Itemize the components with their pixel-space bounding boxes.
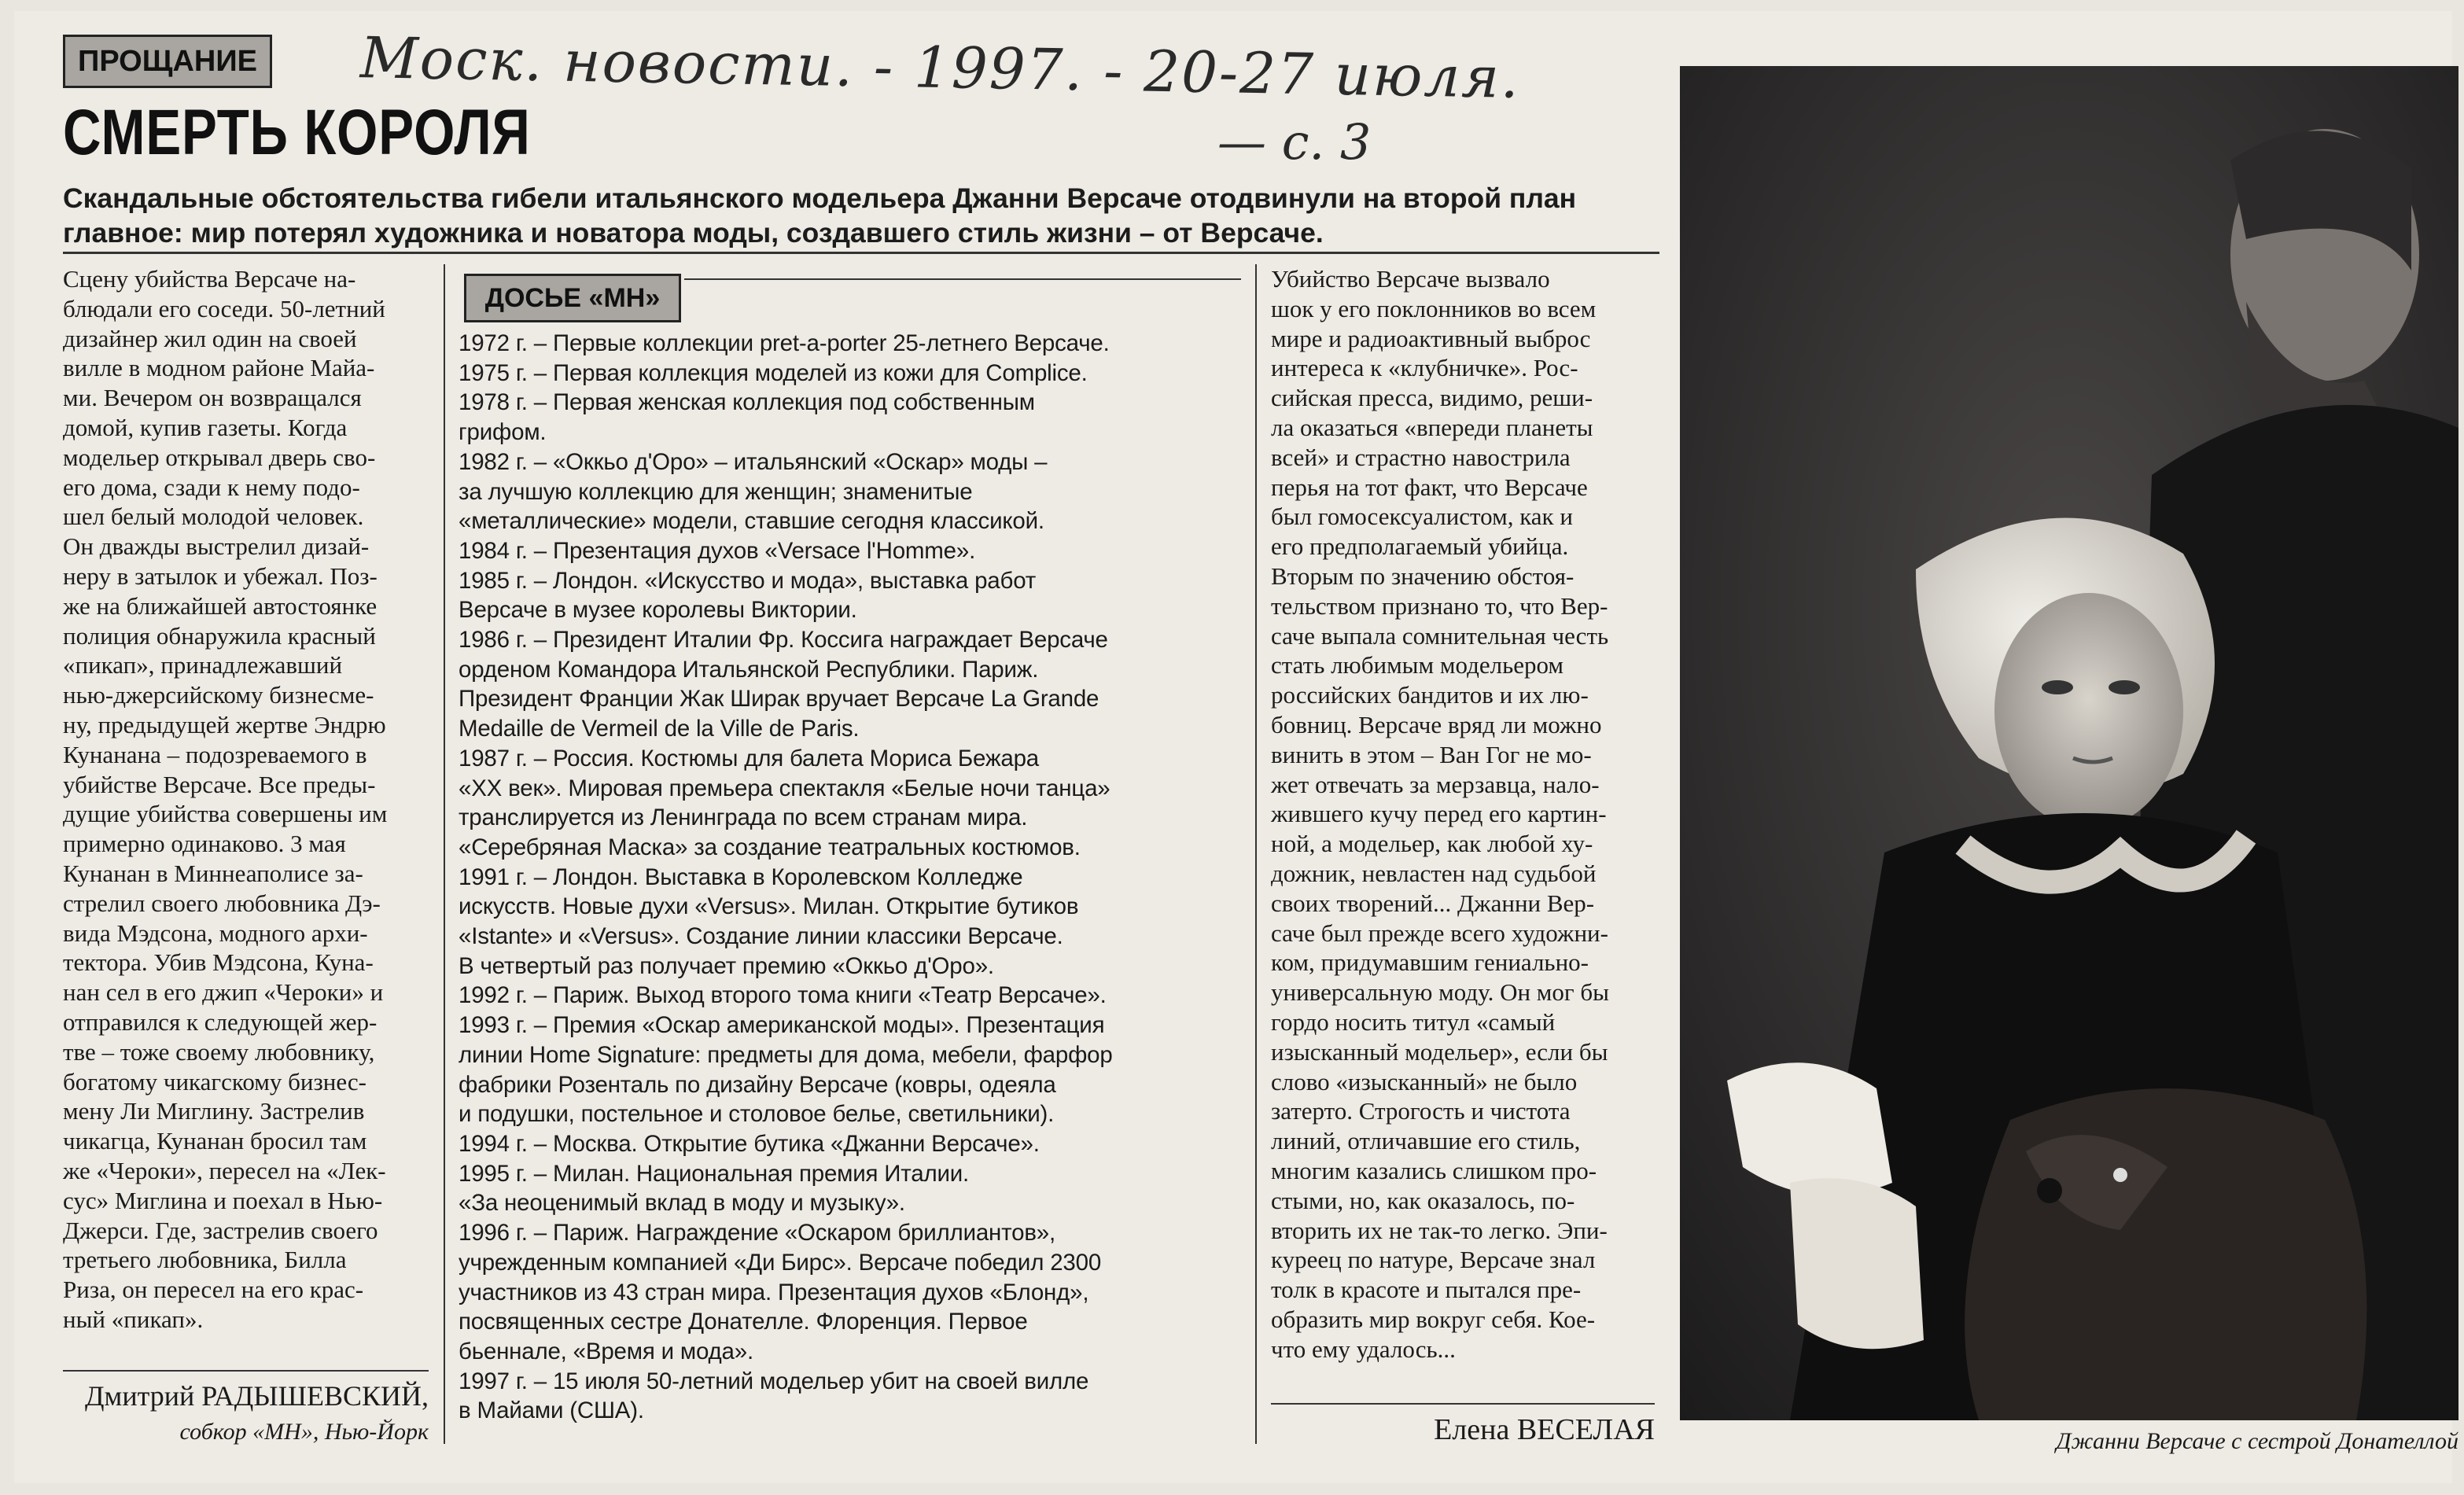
text-line: бьеннале, «Время и мода». xyxy=(459,1338,753,1364)
text-line: «Istante» и «Versus». Создание линии классики Версаче. xyxy=(459,923,1063,950)
text-line: ной, а модельер, как любой ху- xyxy=(1271,830,1593,858)
text-line: посвященных сестре Донателле. Флоренция. Первое xyxy=(459,1309,1028,1335)
text-line: Версаче в музее королевы Виктории. xyxy=(459,597,857,624)
text-line: линии Home Signature: предметы для дома, мебели, фарфор xyxy=(459,1041,1113,1068)
text-line: многим казались слишком про- xyxy=(1271,1156,1597,1184)
text-line: отправился к следующей жер- xyxy=(63,1007,378,1036)
text-line: шел белый молодой человек. xyxy=(63,503,364,531)
text-line: Президент Франции Жак Ширак вручает Версаче La Grande xyxy=(459,686,1099,713)
text-line: своих творений... Джанни Вер- xyxy=(1271,889,1595,917)
byline-rule-left xyxy=(63,1370,429,1372)
article-column-right xyxy=(1271,264,1655,1364)
photo-illustration xyxy=(1680,66,2458,1420)
text-line: вида Мэдсона, модного архи- xyxy=(63,919,368,947)
headline: СМЕРТЬ КОРОЛЯ xyxy=(63,97,531,168)
text-line: в Майами (США). xyxy=(459,1397,644,1424)
text-line: жившего кучу перед его картин- xyxy=(1271,800,1607,828)
text-line: стать любимым модельером xyxy=(1271,651,1564,679)
text-line: 1996 г. – Париж. Награждение «Оскаром бриллиантов», xyxy=(459,1220,1056,1246)
text-line: 1982 г. – «Оккьо д'Оро» – итальянский «Оскар» моды – xyxy=(459,448,1048,475)
text-line: нью-джерсийскому бизнесме- xyxy=(63,681,374,709)
text-line: Вторым по значению обстоя- xyxy=(1271,562,1575,590)
text-line: тектора. Убив Мэдсона, Куна- xyxy=(63,948,374,977)
text-line: убийстве Версаче. Все преды- xyxy=(63,770,376,798)
text-line: саче выпала сомнительная честь xyxy=(1271,621,1609,650)
byline-position-left: собкор «МН», Нью-Йорк xyxy=(179,1419,429,1445)
text-line: 1994 г. – Москва. Открытие бутика «Джанни Версаче». xyxy=(459,1130,1040,1157)
text-line: 1975 г. – Первая коллекция моделей из кожи для Complice. xyxy=(459,359,1088,386)
text-line: «металлические» модели, ставшие сегодня классикой. xyxy=(459,508,1044,535)
text-line: вилле в модном районе Майа- xyxy=(63,354,375,382)
text-line: 1972 г. – Первые коллекции pret-a-porter 25-летнего Версаче. xyxy=(459,330,1110,356)
text-line: нан сел в его джип «Чероки» и xyxy=(63,978,384,1007)
text-line: 1986 г. – Президент Италии Фр. Коссига награждает Версаче xyxy=(459,627,1108,654)
text-line: его дома, сзади к нему подо- xyxy=(63,473,360,501)
text-line: Убийство Версаче вызвало xyxy=(1271,265,1550,293)
text-line: 1978 г. – Первая женская коллекция под собственным xyxy=(459,389,1035,416)
article-column-left xyxy=(63,264,429,1335)
text-line: ну, предыдущей жертве Эндрю xyxy=(63,710,386,738)
text-line: 1997 г. – 15 июля 50-летний модельер убит на своей вилле xyxy=(459,1368,1089,1394)
text-line: 1987 г. – Россия. Костюмы для балета Мориса Бежара xyxy=(459,745,1040,771)
text-line: третьего любовника, Билла xyxy=(63,1246,347,1274)
text-line: «пикап», принадлежавший xyxy=(63,651,343,679)
text-line: куреец по натуре, Версаче знал xyxy=(1271,1246,1596,1274)
dossier-timeline xyxy=(459,329,1241,1426)
text-line: 1995 г. – Милан. Национальная премия Италии. xyxy=(459,1160,970,1187)
column-divider-right xyxy=(1255,264,1257,1444)
text-line: тельством признано то, что Вер- xyxy=(1271,591,1608,620)
text-line: слово «изысканный» не было xyxy=(1271,1067,1578,1095)
text-line: «Серебряная Маска» за создание театральных костюмов. xyxy=(459,834,1081,860)
text-line: стрелил своего любовника Дэ- xyxy=(63,889,381,917)
text-line: фабрики Розенталь по дизайну Версаче (ковры, одеяла xyxy=(459,1071,1056,1098)
text-line: мире и радиоактивный выброс xyxy=(1271,324,1591,352)
text-line: тве – тоже своему любовнику, xyxy=(63,1037,375,1066)
text-line: сийская пресса, видимо, реши- xyxy=(1271,384,1593,412)
handwritten-page-note: — с. 3 xyxy=(1217,113,1372,171)
text-line: учрежденным компанией «Ди Бирс». Версаче победил 2300 xyxy=(459,1249,1102,1276)
text-line: искусств. Новые духи «Versus». Милан. Открытие бутиков xyxy=(459,893,1079,920)
text-line: дизайнер жил один на своей xyxy=(63,324,357,352)
text-line: ный «пикап». xyxy=(63,1305,204,1333)
text-line: модельер открывал дверь сво- xyxy=(63,443,376,471)
dossier-top-rule xyxy=(684,278,1241,280)
text-line: примерно одинаково. 3 мая xyxy=(63,830,346,858)
text-line: 1985 г. – Лондон. «Искусство и мода», выставка работ xyxy=(459,567,1037,594)
text-line: 1993 г. – Премия «Оскар американской моды». Презентация xyxy=(459,1012,1105,1039)
text-line: В четвертый раз получает премию «Оккьо д'Оро». xyxy=(459,952,994,979)
text-line: толк в красоте и пытался пре- xyxy=(1271,1276,1582,1304)
text-line: Сцену убийства Версаче на- xyxy=(63,265,356,293)
byline-author-right: Елена ВЕСЕЛАЯ xyxy=(1434,1413,1655,1446)
text-line: стыми, но, как оказалось, по- xyxy=(1271,1186,1575,1214)
text-line: бовниц. Версаче вряд ли можно xyxy=(1271,710,1602,738)
text-line: орденом Командора Итальянской Республики. Париж. xyxy=(459,656,1039,683)
text-line: «За неоценимый вклад в моду и музыку». xyxy=(459,1190,905,1217)
text-line: 1992 г. – Париж. Выход второго тома книги «Театр Версаче». xyxy=(459,982,1107,1009)
text-line: Medaille de Vermeil de la Ville de Paris. xyxy=(459,716,860,742)
text-line: мену Ли Миглину. Застрелив xyxy=(63,1097,365,1125)
text-line: его предполагаемый убийца. xyxy=(1271,532,1569,561)
text-line: что ему удалось... xyxy=(1271,1335,1456,1363)
text-line: же на ближайшей автостоянке xyxy=(63,591,378,620)
text-line: универсальную моду. Он мог бы xyxy=(1271,978,1609,1007)
handwritten-source-note: Моск. новости. - 1997. - 20-27 июля. xyxy=(359,24,1521,111)
text-line: образить мир вокруг себя. Кое- xyxy=(1271,1305,1596,1333)
text-line: участников из 43 стран мира. Презентация духов «Блонд», xyxy=(459,1279,1089,1305)
text-line: блюдали его соседи. 50-летний xyxy=(63,294,385,322)
photo-caption: Джанни Версаче с сестрой Донателлой xyxy=(2056,1428,2458,1454)
text-line: 1991 г. – Лондон. Выставка в Королевском Колледже xyxy=(459,863,1023,890)
top-rule xyxy=(63,252,1659,254)
text-line: Риза, он пересел на его крас- xyxy=(63,1276,364,1304)
text-line: интереса к «клубничке». Рос- xyxy=(1271,354,1578,382)
text-line: шок у его поклонников во всем xyxy=(1271,294,1597,322)
text-line: грифом. xyxy=(459,419,547,446)
text-line: всей» и страстно навострила xyxy=(1271,443,1571,471)
text-line: ла оказаться «впереди планеты xyxy=(1271,413,1593,441)
lead-paragraph: Скандальные обстоятельства гибели итальянского модельера Джанни Версаче отодвинули на второй план главное: мир потерял художника и новатора моды, создавшего стиль жизни – от Версаче. xyxy=(63,182,1577,249)
text-line: перья на тот факт, что Версаче xyxy=(1271,473,1588,501)
text-line: ком, придумавшим гениально- xyxy=(1271,948,1589,977)
text-line: российских бандитов и их лю- xyxy=(1271,681,1589,709)
text-line: и подушки, постельное и столовое белье, светильники). xyxy=(459,1101,1055,1128)
text-line: за лучшую коллекцию для женщин; знаменитые xyxy=(459,478,973,505)
text-line: линий, отличавшие его стиль, xyxy=(1271,1127,1581,1155)
text-line: богатому чикагскому бизнес- xyxy=(63,1067,366,1095)
text-line: сус» Миглина и поехал в Нью- xyxy=(63,1186,383,1214)
text-line: «XX век». Мировая премьера спектакля «Белые ночи танца» xyxy=(459,775,1110,801)
text-line: вторить их не так-то легко. Эпи- xyxy=(1271,1216,1608,1244)
text-line: транслируется из Ленинграда по всем странам мира. xyxy=(459,805,1028,831)
column-divider-left xyxy=(444,264,445,1444)
text-line: саче был прежде всего художни- xyxy=(1271,919,1608,947)
text-line: же «Чероки», пересел на «Лек- xyxy=(63,1156,386,1184)
text-line: гордо носить титул «самый xyxy=(1271,1007,1556,1036)
newspaper-clipping xyxy=(14,11,2458,1483)
text-line: винить в этом – Ван Гог не мо- xyxy=(1271,740,1592,768)
byline-rule-right xyxy=(1271,1403,1655,1405)
versace-photo xyxy=(1680,66,2458,1420)
text-line: дожник, невластен над судьбой xyxy=(1271,859,1597,887)
dossier-label: ДОСЬЕ «МН» xyxy=(464,274,681,322)
text-line: Джерси. Где, застрелив своего xyxy=(63,1216,378,1244)
text-line: чикагца, Кунанан бросил там xyxy=(63,1127,367,1155)
text-line: Он дважды выстрелил дизай- xyxy=(63,532,370,561)
rubric-label: ПРОЩАНИЕ xyxy=(63,35,272,88)
text-line: неру в затылок и убежал. Поз- xyxy=(63,562,378,590)
text-line: Кунанан в Миннеаполисе за- xyxy=(63,859,363,887)
text-line: полиция обнаружила красный xyxy=(63,621,376,650)
text-line: дущие убийства совершены им xyxy=(63,800,388,828)
text-line: был гомосексуалистом, как и xyxy=(1271,503,1573,531)
text-line: Кунанана – подозреваемого в xyxy=(63,740,367,768)
text-line: ми. Вечером он возвращался xyxy=(63,384,362,412)
text-line: домой, купив газеты. Когда xyxy=(63,413,348,441)
byline-author-left: Дмитрий РАДЫШЕВСКИЙ, xyxy=(84,1380,429,1412)
text-line: 1984 г. – Презентация духов «Versace l'Homme». xyxy=(459,537,976,564)
text-line: изысканный модельер», если бы xyxy=(1271,1037,1608,1066)
text-line: затерто. Строгость и чистота xyxy=(1271,1097,1571,1125)
text-line: жет отвечать за мерзавца, нало- xyxy=(1271,770,1600,798)
